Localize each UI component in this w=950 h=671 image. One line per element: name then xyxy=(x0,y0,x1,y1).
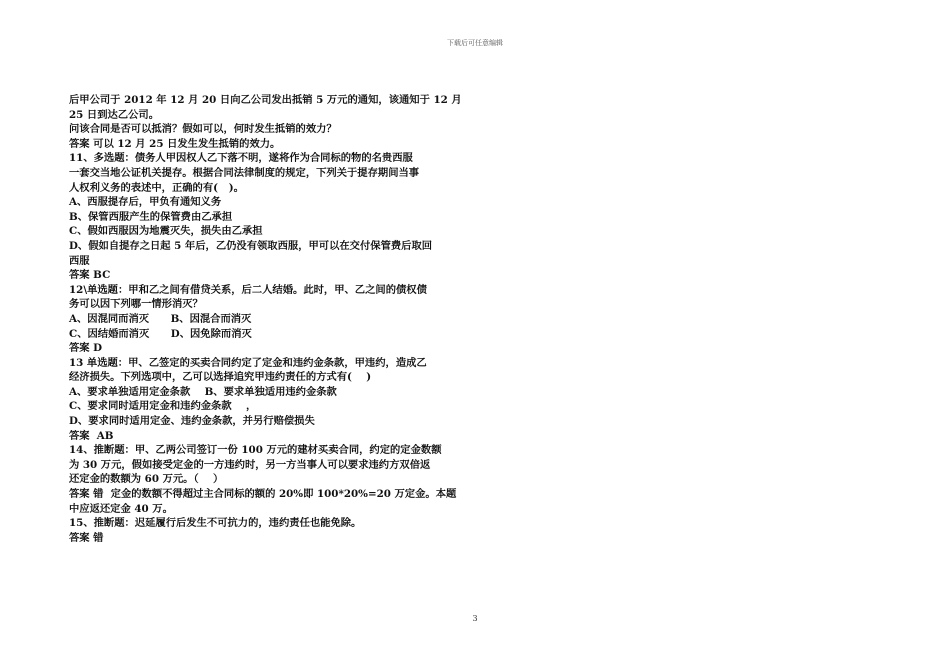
page-number: 3 xyxy=(472,614,478,623)
text-line: 答案 D xyxy=(69,342,103,355)
text-line: A、西服提存后，甲负有通知义务 xyxy=(69,196,222,209)
text-line: A、要求单独适用定金条款 B、要求单独适用违约金条款 xyxy=(69,385,337,398)
text-line: 西服 xyxy=(69,254,90,267)
text-line: B、保管西服产生的保管费由乙承担 xyxy=(69,210,233,223)
text-line: 答案 可以 12 月 25 日发生发生抵销的效力。 xyxy=(69,137,281,150)
text-line: C、因结婚而消灭 D、因免除而消灭 xyxy=(69,327,252,340)
text-line: 还定金的数额为 60 万元。（ ） xyxy=(69,473,224,486)
text-line: C、要求同时适用定金和违约金条款 ， xyxy=(69,400,257,413)
text-line: 后甲公司于 2012 年 12 月 20 日向乙公司发出抵销 5 万元的通知，该通知于 12 月 xyxy=(69,94,462,106)
text-line: 一套交当地公证机关提存。根据合同法律制度的规定，下列关于提存期间当事 xyxy=(69,166,420,179)
text-line: 15、推断题：迟延履行后发生不可抗力的，违约责任也能免除。 xyxy=(69,517,362,530)
text-line: 11、多选题：债务人甲因权人乙下落不明，遂将作为合同标的物的名贵西服 xyxy=(69,152,413,165)
document-body xyxy=(69,93,469,545)
text-line: 问该合同是否可以抵消？假如可以，何时发生抵销的效力？ xyxy=(69,123,337,136)
text-line: 经济损失。下列选项中，乙可以选择追究甲违约责任的方式有( ) xyxy=(69,371,372,384)
text-line: 为 30 万元，假如接受定金的一方违约时，另一方当事人可以要求违约方双倍返 xyxy=(69,458,431,471)
text-line: 务可以因下列哪一情形消灭？ xyxy=(69,298,203,311)
text-line: 13 单选题：甲、乙签定的买卖合同约定了定金和违约金条款，甲违约，造成乙 xyxy=(69,356,427,369)
text-line: D、假如自提存之日起 5 年后，乙仍没有领取西服，甲可以在交付保管费后取回 xyxy=(69,239,433,252)
text-line: 中应返还定金 40 万。 xyxy=(69,502,173,515)
text-line: 25 日到达乙公司。 xyxy=(69,108,159,121)
text-line: A、因混同而消灭 B、因混合而消灭 xyxy=(69,312,252,325)
page-header: 下载后可任意编辑 xyxy=(447,39,503,47)
text-line: 14、推断题：甲、乙两公司签订一份 100 万元的建材买卖合同，约定的定金数额 xyxy=(69,444,442,457)
text-line: C、假如西服因为地震灭失，损失由乙承担 xyxy=(69,225,263,238)
text-line: 答案 AB xyxy=(69,429,114,442)
text-line: 答案 错 xyxy=(69,531,104,544)
text-line: 答案 错 定金的数额不得超过主合同标的额的 20%即 100*20%=20 万定金。本题 xyxy=(69,488,457,501)
text-line: 人权利义务的表述中，正确的有( )。 xyxy=(69,181,244,194)
text-line: D、要求同时适用定金、违约金条款，并另行赔偿损失 xyxy=(69,415,315,428)
text-line: 12\单选题：甲和乙之间有借贷关系，后二人结婚。此时，甲、乙之间的债权债 xyxy=(69,283,427,296)
text-line: 答案 BC xyxy=(69,269,111,282)
